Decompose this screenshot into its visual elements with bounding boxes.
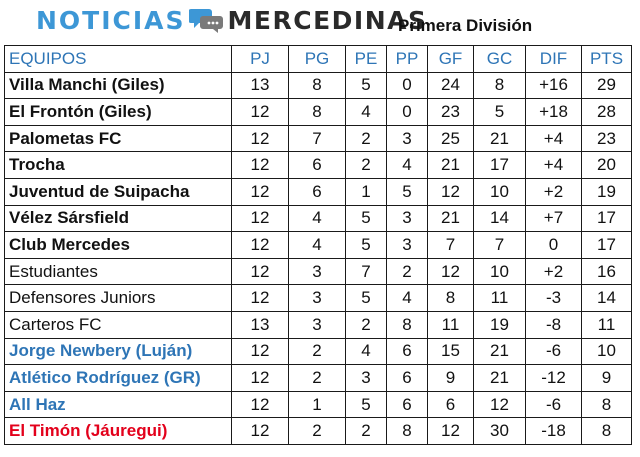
team-name: Juventud de Suipacha <box>5 178 232 205</box>
stat-pts: 20 <box>582 152 632 179</box>
team-name: El Frontón (Giles) <box>5 99 232 126</box>
stat-pp: 0 <box>387 99 428 126</box>
stat-pp: 4 <box>387 152 428 179</box>
stat-gc: 21 <box>474 125 526 152</box>
team-name: Carteros FC <box>5 311 232 338</box>
team-name: All Haz <box>5 391 232 418</box>
stat-pe: 3 <box>346 365 387 392</box>
stat-pts: 17 <box>582 205 632 232</box>
stat-pe: 1 <box>346 178 387 205</box>
stat-dif: +2 <box>526 178 582 205</box>
stat-pg: 8 <box>289 99 346 126</box>
table-row <box>5 365 632 392</box>
stat-pe: 4 <box>346 99 387 126</box>
stat-pg: 4 <box>289 232 346 259</box>
stat-dif: -18 <box>526 418 582 445</box>
stat-pts: 28 <box>582 99 632 126</box>
stat-pe: 2 <box>346 152 387 179</box>
stat-dif: +2 <box>526 258 582 285</box>
column-header-gf: GF <box>428 46 474 73</box>
stat-gc: 19 <box>474 311 526 338</box>
stat-pe: 5 <box>346 232 387 259</box>
stat-pe: 2 <box>346 418 387 445</box>
stat-pp: 3 <box>387 232 428 259</box>
stat-gc: 14 <box>474 205 526 232</box>
stat-pg: 2 <box>289 338 346 365</box>
stat-pts: 29 <box>582 72 632 99</box>
stat-pj: 12 <box>232 418 289 445</box>
stat-pj: 12 <box>232 391 289 418</box>
standings-table <box>4 45 632 445</box>
team-name: El Timón (Jáuregui) <box>5 418 232 445</box>
stat-dif: +4 <box>526 125 582 152</box>
stat-pe: 2 <box>346 125 387 152</box>
stat-gc: 7 <box>474 232 526 259</box>
stat-pg: 2 <box>289 365 346 392</box>
stat-gc: 10 <box>474 258 526 285</box>
stat-gc: 5 <box>474 99 526 126</box>
stat-pj: 12 <box>232 365 289 392</box>
speech-bubbles-icon <box>189 6 225 34</box>
column-header-pg: PG <box>289 46 346 73</box>
stat-gc: 21 <box>474 338 526 365</box>
stat-pj: 12 <box>232 285 289 312</box>
stat-pj: 12 <box>232 152 289 179</box>
division-title: Primera División <box>398 16 533 35</box>
stat-pe: 5 <box>346 72 387 99</box>
stat-pg: 8 <box>289 72 346 99</box>
stat-dif: +7 <box>526 205 582 232</box>
stat-pj: 12 <box>232 125 289 152</box>
stat-gf: 25 <box>428 125 474 152</box>
stat-gf: 23 <box>428 99 474 126</box>
stat-pp: 8 <box>387 418 428 445</box>
stat-pj: 12 <box>232 178 289 205</box>
stat-dif: -12 <box>526 365 582 392</box>
column-header-team: EQUIPOS <box>5 46 232 73</box>
stat-gc: 11 <box>474 285 526 312</box>
column-header-dif: DIF <box>526 46 582 73</box>
table-row <box>5 232 632 259</box>
team-name: Palometas FC <box>5 125 232 152</box>
column-header-gc: GC <box>474 46 526 73</box>
stat-pts: 11 <box>582 311 632 338</box>
team-name: Villa Manchi (Giles) <box>5 72 232 99</box>
stat-pe: 5 <box>346 285 387 312</box>
stat-pts: 9 <box>582 365 632 392</box>
stat-pp: 4 <box>387 285 428 312</box>
stat-pj: 12 <box>232 258 289 285</box>
stat-pts: 8 <box>582 391 632 418</box>
table-row <box>5 338 632 365</box>
stat-gc: 17 <box>474 152 526 179</box>
stat-pts: 8 <box>582 418 632 445</box>
logo-word-noticias: NOTICIAS <box>36 5 186 35</box>
stat-pp: 6 <box>387 338 428 365</box>
stat-gf: 21 <box>428 205 474 232</box>
stat-pj: 12 <box>232 205 289 232</box>
stat-pts: 17 <box>582 232 632 259</box>
stat-pe: 7 <box>346 258 387 285</box>
stat-pp: 5 <box>387 178 428 205</box>
table-row <box>5 99 632 126</box>
table-row <box>5 125 632 152</box>
stat-pj: 12 <box>232 232 289 259</box>
team-name: Atlético Rodríguez (GR) <box>5 365 232 392</box>
stat-gc: 30 <box>474 418 526 445</box>
stat-pg: 3 <box>289 258 346 285</box>
column-header-pp: PP <box>387 46 428 73</box>
header-row <box>5 46 632 73</box>
stat-pe: 5 <box>346 205 387 232</box>
column-header-pts: PTS <box>582 46 632 73</box>
stat-pts: 23 <box>582 125 632 152</box>
stat-pg: 6 <box>289 152 346 179</box>
stat-pts: 14 <box>582 285 632 312</box>
team-name: Trocha <box>5 152 232 179</box>
stat-dif: -6 <box>526 338 582 365</box>
stat-pg: 7 <box>289 125 346 152</box>
team-name: Jorge Newbery (Luján) <box>5 338 232 365</box>
stat-gc: 12 <box>474 391 526 418</box>
stat-dif: 0 <box>526 232 582 259</box>
stat-pp: 3 <box>387 125 428 152</box>
stat-pts: 10 <box>582 338 632 365</box>
stat-pj: 12 <box>232 338 289 365</box>
table-row <box>5 152 632 179</box>
stat-pe: 4 <box>346 338 387 365</box>
table-row <box>5 178 632 205</box>
stat-dif: +18 <box>526 99 582 126</box>
stat-pe: 2 <box>346 311 387 338</box>
stat-gc: 21 <box>474 365 526 392</box>
table-row <box>5 72 632 99</box>
stat-pg: 1 <box>289 391 346 418</box>
stat-pp: 6 <box>387 365 428 392</box>
stat-dif: +4 <box>526 152 582 179</box>
stat-pp: 8 <box>387 311 428 338</box>
stat-pj: 12 <box>232 99 289 126</box>
logo-word-mercedinas: MERCEDINAS <box>227 5 428 35</box>
stat-gf: 12 <box>428 418 474 445</box>
team-name: Estudiantes <box>5 258 232 285</box>
stat-pj: 13 <box>232 72 289 99</box>
table-row <box>5 311 632 338</box>
stat-pp: 2 <box>387 258 428 285</box>
stat-pe: 5 <box>346 391 387 418</box>
stat-pg: 3 <box>289 311 346 338</box>
stat-pp: 3 <box>387 205 428 232</box>
stat-gf: 7 <box>428 232 474 259</box>
stat-pg: 3 <box>289 285 346 312</box>
table-row <box>5 391 632 418</box>
column-header-pe: PE <box>346 46 387 73</box>
stat-pp: 0 <box>387 72 428 99</box>
stat-dif: -8 <box>526 311 582 338</box>
team-name: Defensores Juniors <box>5 285 232 312</box>
stat-gf: 12 <box>428 258 474 285</box>
stat-gf: 9 <box>428 365 474 392</box>
table-row <box>5 258 632 285</box>
stat-gf: 8 <box>428 285 474 312</box>
stat-pg: 6 <box>289 178 346 205</box>
stat-pg: 2 <box>289 418 346 445</box>
table-row <box>5 205 632 232</box>
stat-pp: 6 <box>387 391 428 418</box>
stat-pts: 16 <box>582 258 632 285</box>
stat-gf: 12 <box>428 178 474 205</box>
stat-gf: 6 <box>428 391 474 418</box>
stat-gc: 10 <box>474 178 526 205</box>
stat-gc: 8 <box>474 72 526 99</box>
stat-dif: -3 <box>526 285 582 312</box>
site-logo <box>36 3 428 37</box>
stat-dif: -6 <box>526 391 582 418</box>
stat-gf: 11 <box>428 311 474 338</box>
table-row <box>5 418 632 445</box>
team-name: Club Mercedes <box>5 232 232 259</box>
stat-gf: 15 <box>428 338 474 365</box>
stat-pts: 19 <box>582 178 632 205</box>
table-row <box>5 285 632 312</box>
stat-gf: 21 <box>428 152 474 179</box>
stat-gf: 24 <box>428 72 474 99</box>
stat-pg: 4 <box>289 205 346 232</box>
stat-pj: 13 <box>232 311 289 338</box>
column-header-pj: PJ <box>232 46 289 73</box>
team-name: Vélez Sársfield <box>5 205 232 232</box>
stat-dif: +16 <box>526 72 582 99</box>
